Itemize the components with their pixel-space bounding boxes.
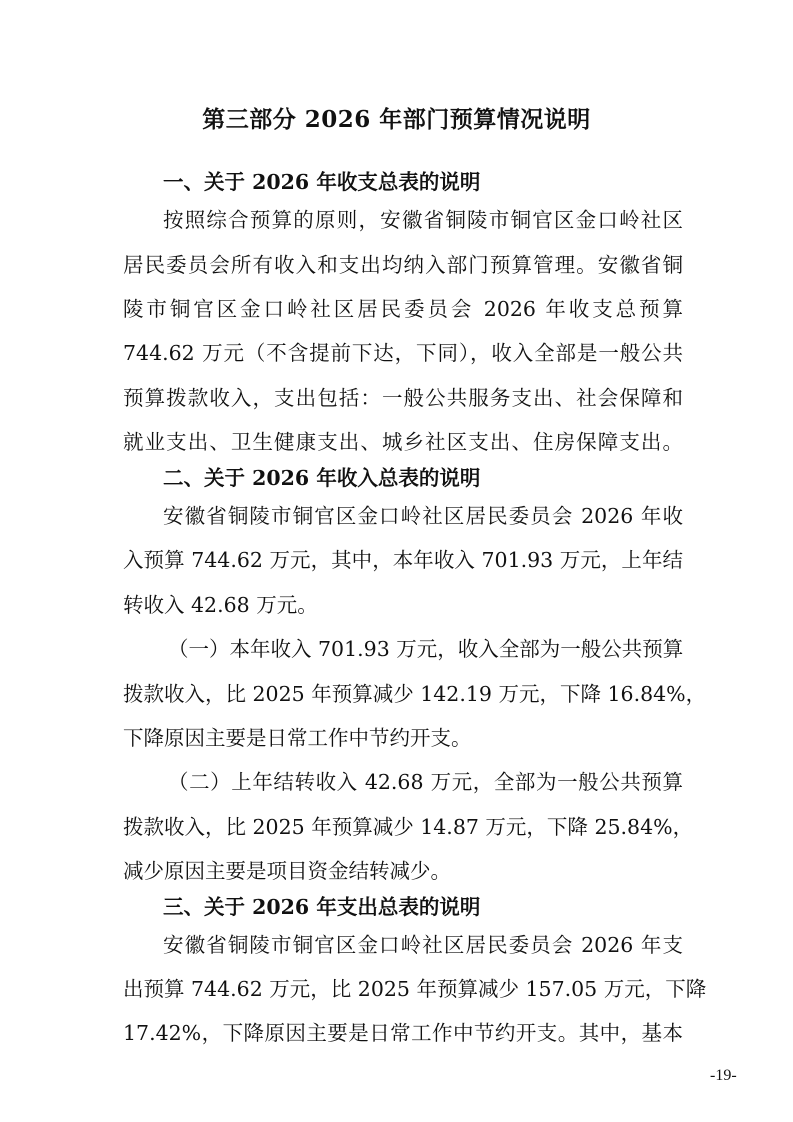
paragraph-line: 744.62 万元（不含提前下达，下同），收入全部是一般公共	[123, 341, 683, 365]
paragraph-line: 就业支出、卫生健康支出、城乡社区支出、住房保障支出。	[123, 430, 683, 454]
paragraph-line: 预算拨款收入，支出包括：一般公共服务支出、社会保障和	[123, 386, 683, 410]
page-number: -19-	[710, 1067, 737, 1084]
paragraph-line: （一）本年收入 701.93 万元，收入全部为一般公共预算	[168, 637, 684, 661]
paragraph-line: 安徽省铜陵市铜官区金口岭社区居民委员会 2026 年支	[163, 933, 683, 957]
section-heading: 二、关于 2026 年收入总表的说明	[163, 466, 481, 490]
section-heading: 一、关于 2026 年收支总表的说明	[163, 170, 481, 194]
paragraph-line: （二）上年结转收入 42.68 万元，全部为一般公共预算	[168, 770, 683, 794]
paragraph-line: 下降原因主要是日常工作中节约开支。	[123, 726, 472, 750]
paragraph-line: 转收入 42.68 万元。	[123, 593, 318, 617]
paragraph-line: 安徽省铜陵市铜官区金口岭社区居民委员会 2026 年收	[163, 504, 683, 528]
section-heading: 三、关于 2026 年支出总表的说明	[163, 895, 481, 919]
paragraph-line: 拨款收入，比 2025 年预算减少 14.87 万元，下降 25.84%，	[123, 815, 694, 839]
paragraph-line: 入预算 744.62 万元，其中，本年收入 701.93 万元，上年结	[123, 548, 683, 572]
paragraph-line: 减少原因主要是项目资金结转减少。	[123, 859, 451, 883]
paragraph-line: 出预算 744.62 万元，比 2025 年预算减少 157.05 万元，下降	[123, 977, 707, 1001]
paragraph-line: 居民委员会所有收入和支出均纳入部门预算管理。安徽省铜	[123, 253, 683, 277]
paragraph-line: 17.42%，下降原因主要是日常工作中节约开支。其中，基本	[123, 1021, 683, 1045]
page-title: 第三部分 2026 年部门预算情况说明	[202, 106, 591, 133]
paragraph-line: 按照综合预算的原则，安徽省铜陵市铜官区金口岭社区	[163, 208, 683, 232]
paragraph-line: 陵市铜官区金口岭社区居民委员会 2026 年收支总预算	[123, 297, 683, 321]
paragraph-line: 拨款收入，比 2025 年预算减少 142.19 万元，下降 16.84%，	[123, 682, 707, 706]
